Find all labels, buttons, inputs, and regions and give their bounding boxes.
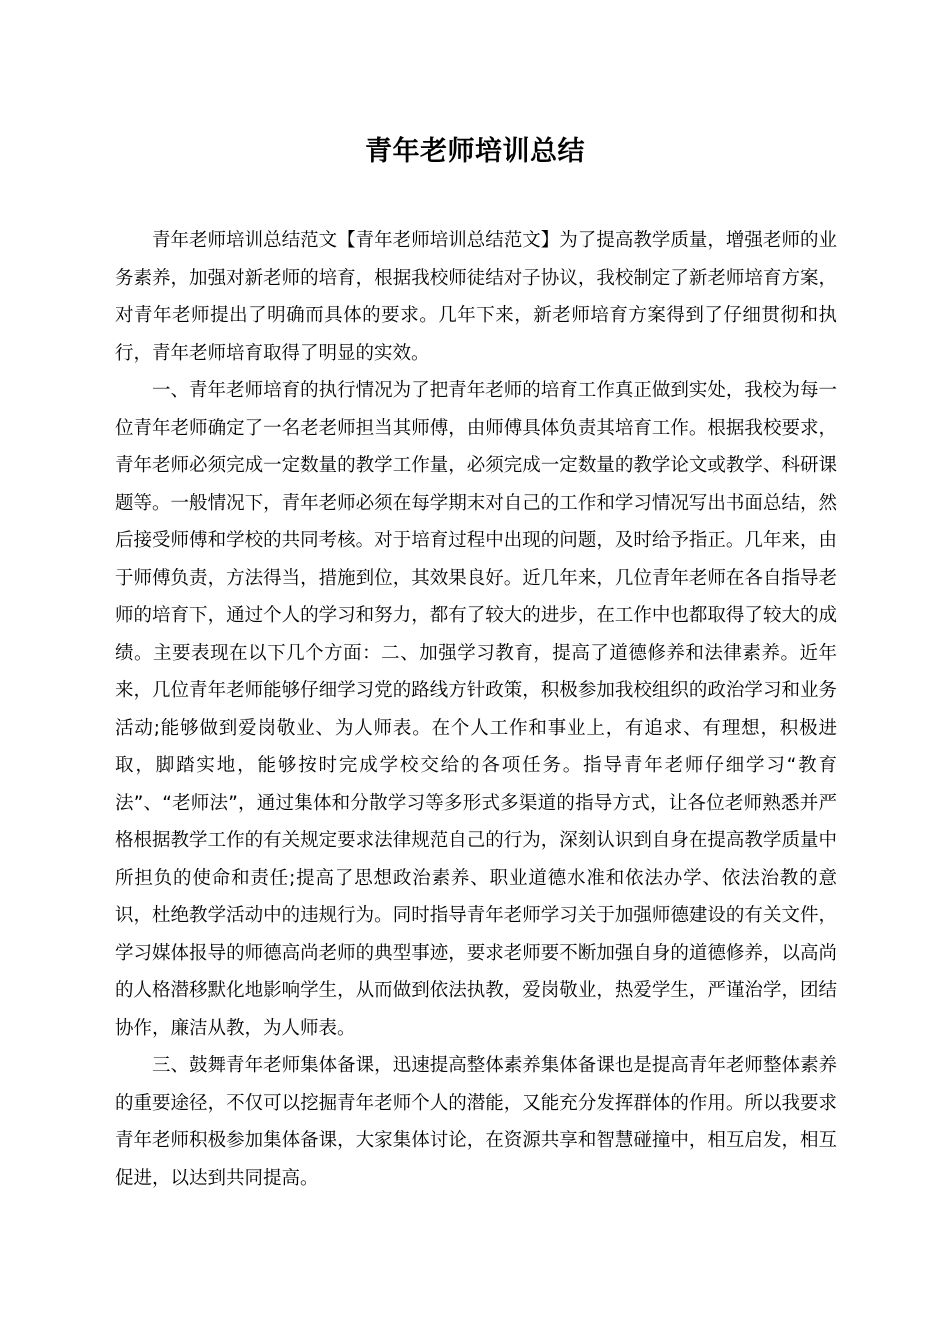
document-title: 青年老师培训总结	[365, 136, 585, 167]
paragraph-section-one-two: 一、青年老师培育的执行情况为了把青年老师的培育工作真正做到实处，我校为每一位青年老师确定了一名老老师担当其师傅，由师傅具体负责其培育工作。根据我校要求，青年老师必须完成一定数量的教学工作量，必须完成一定数量的教学论文或教学、科研课题等。一般情况下，青年老师必须在每学期末对自己的工作和学习情况写出书面总结，然后接受师傅和学校的共同考核。对于培育过程中出现的问题，及时给予指正。几年来，由于师傅负责，方法得当，措施到位，其效果良好。近几年来，几位青年老师在各自指导老师的培育下，通过个人的学习和努力，都有了较大的进步，在工作中也都取得了较大的成绩。主要表现在以下几个方面：二、加强学习教育，提高了道德修养和法律素养。近年来，几位青年老师能够仔细学习党的路线方针政策，积极参加我校组织的政治学习和业务活动;能够做到爱岗敬业、为人师表。在个人工作和事业上，有追求、有理想，积极进取，脚踏实地，能够按时完成学校交给的各项任务。指导青年老师仔细学习“教育法”、“老师法”，通过集体和分散学习等多形式多渠道的指导方式，让各位老师熟悉并严格根据教学工作的有关规定要求法律规范自己的行为，深刻认识到自身在提高教学质量中所担负的使命和责任;提高了思想政治素养、职业道德水准和依法办学、依法治教的意识，杜绝教学活动中的违规行为。同时指导青年老师学习关于加强师德建设的有关文件，学习媒体报导的师德高尚老师的典型事迹，要求老师要不断加强自身的道德修养，以高尚的人格潜移默化地影响学生，从而做到依法执教，爱岗敬业，热爱学生，严谨治学，团结协作，廉洁从教，为人师表。	[115, 380, 837, 1039]
paragraph-intro: 青年老师培训总结范文【青年老师培训总结范文】为了提高教学质量，增强老师的业务素养，加强对新老师的培育，根据我校师徒结对子协议，我校制定了新老师培育方案，对青年老师提出了明确而具体的要求。几年下来，新老师培育方案得到了仔细贯彻和执行，青年老师培育取得了明显的实效。	[115, 230, 837, 364]
paragraph-section-three: 三、鼓舞青年老师集体备课，迅速提高整体素养集体备课也是提高青年老师整体素养的重要途径，不仅可以挖掘青年老师个人的潜能，又能充分发挥群体的作用。所以我要求青年老师积极参加集体备课，大家集体讨论，在资源共享和智慧碰撞中，相互启发，相互促进，以达到共同提高。	[115, 1055, 837, 1189]
document-body	[115, 222, 837, 1197]
